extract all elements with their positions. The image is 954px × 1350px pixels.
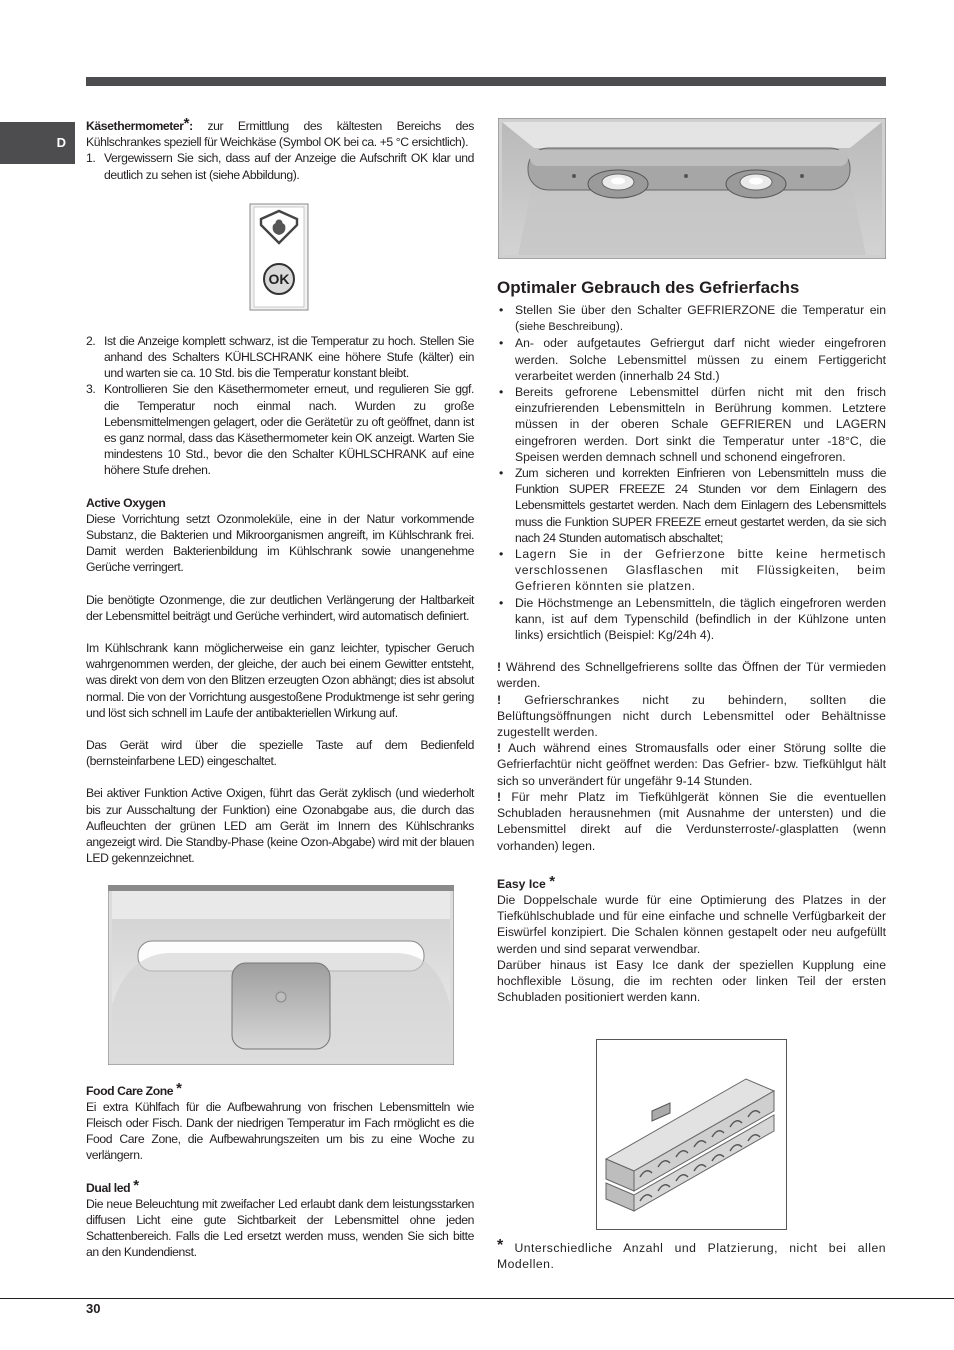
step-text: Kontrollieren Sie den Käsethermometer erneut, und regulieren Sie ggf. die Temperatur noch einmal nach. Wurden zu große Lebensmittelmengen gelagert, oder die Gerätetür zu oft geöffnet, dann ist es ganz normal, dass das Käsethermometer kein OK anzeigt. Warten Sie mindestens 10 Std., bevor die den Schalter KÜHLSCHRANK auf eine höhere Stufe drehen. [104,382,474,478]
list-item [86,150,474,182]
easy-ice-title [497,872,886,892]
food-care-zone-title [86,1079,474,1099]
warning-mark: ! [497,741,502,756]
bullet-end-text: ). [615,319,624,334]
food-care-zone-title-text: Food Care Zone [86,1083,174,1098]
freezer-bullets [497,302,886,643]
warning-text: Gefrierschrankes nicht zu behindern, sollten die Belüftungsöffnungen nicht durch Lebensmittel oder Behältnisse zugestellt werden. [497,692,886,740]
dual-led-text: Die neue Beleuchtung mit zweifacher Led erlaubt dank dem leistungsstarken diffusen Licht eine gute Sichtbarkeit der Lebensmittel ohne jeden Schattenbereich. Falls die Led ersetzt werden muss, wenden Sie sich bitte an den Kundendienst. [86,1196,474,1260]
dual-led-title [86,1176,474,1196]
list-item [497,595,886,644]
warning-mark: ! [497,692,502,707]
warning-text: Für mehr Platz im Tiefkühlgerät können Sie die eventuellen Schubladen herausnehmen (mit Ausnahme der untersten) und die Lebensmittel direkt auf die Verdunsterroste/-glasplatten (wenn vorhanden) legen. [497,789,886,853]
kase-steps-a [86,150,474,182]
bullet-text: Stellen Sie über den Schalter GEFRIERZONE die Temperatur ein ( [515,303,886,334]
page-number: 30 [86,1301,101,1316]
bullet-text: Lagern Sie in der Gefrierzone bitte keine hermetisch verschlossenen Glasflaschen mit Flüssigkeiten, beim Gefrieren könnten sie platzen. [515,547,886,594]
active-oxygen-p2: Die benötigte Ozonmenge, die zur deutlichen Verlängerung der Haltbarkeit der Lebensmittel beiträgt und Gerüche verhindert, wird automatisch definiert. [86,592,474,623]
warning-text: Während des Schnellgefrierens sollte das Öffnen der Tür vermieden werden. [497,660,886,691]
footer-rule [0,1298,954,1299]
food-care-zone-text: Ei extra Kühlfach für die Aufbewahrung von frischen Lebensmitteln wie Fleisch oder Fisch. Dank der niedrigen Temperatur im Fach rmöglicht es die Food Care Zone, die Aufbewahrungszeiten um bis zu eine Woche zu verlängern. [86,1099,474,1163]
kase-steps-b [86,333,474,479]
list-item [497,302,886,335]
step-text: Ist die Anzeige komplett schwarz, ist die Temperatur zu hoch. Stellen Sie anhand des Schalters KÜHLSCHRANK eine höhere Stufe (kälter) ein und warten sie ca. 10 Std. bis die Temperatur konstant bleibt. [104,333,474,381]
list-item [497,384,886,465]
warning-note [497,659,886,691]
kase-colon: : [189,119,193,133]
easy-ice-title-text: Easy Ice [497,876,546,891]
ok-label: OK [268,270,290,287]
bullet-text: Bereits gefrorene Lebensmittel dürfen nicht mit den frisch einzufrierenden Lebensmitteln in Berührung kommen. Letztere müssen in der oberen Schale GEFRIEREN und LAGERN eingefroren werden. Dort sinkt die Temperatur unter -18°C, die Speisen werden demnach schnell und schonend eingefroren. [515,385,886,464]
dual-led-figure [498,118,886,259]
warning-mark: ! [497,660,502,675]
footnote-star: * [549,872,556,890]
warning-note [497,740,886,789]
kase-title: Käsethermometer [86,119,184,133]
footnote-star: * [133,1176,139,1194]
active-oxygen-p1: Diese Vorrichtung setzt Ozonmoleküle, eine in der Natur vorkommende Substanz, die Bakterien und Mikroorganismen angreift, im Kühlschrank frei. Damit werden Bakterienbildung im Kühlschrank sowie unangenehme Gerüche verringert. [86,511,474,575]
kase-intro [86,115,474,150]
footnote-text: Unterschiedliche Anzahl und Platzierung, nicht bei allen Modellen. [497,1241,886,1272]
kase-intro-text: zur Ermittlung des kältesten Bereichs des Kühlschrankes speziell für Weichkäse (Symbol OK bei ca. +5 °C ersichtlich). [86,119,474,150]
bullet-text: An- oder aufgetautes Gefriergut darf nicht wieder eingefroren werden. Solche Lebensmittel müssen zu einem Fertiggericht verarbeitet werden (innerhalb 24 Std.) [515,336,886,383]
header-bar [86,77,886,86]
step-number: 1. [86,151,96,166]
footnote [497,1237,886,1272]
cheese-thermometer-figure [249,203,309,311]
footnote-star: * [183,115,190,132]
list-item [497,335,886,384]
footnote-star: * [497,1237,504,1254]
footnote-star: * [176,1079,182,1097]
warning-note [497,692,886,741]
freezer-heading: Optimaler Gebrauch des Gefrierfachs [497,278,800,297]
list-item [86,381,474,478]
warning-text: Auch während eines Stromausfalls oder einer Störung sollte die Gefrierfachtür nicht geöffnet werden: Das Gefrier- bzw. Tiefkühlgut hält sich so unverändert für ungefähr 9-14 Stunden. [497,741,886,788]
easy-ice-figure [596,1039,787,1230]
easy-ice-p1: Die Doppelschale wurde für eine Optimierung des Platzes in der Tiefkühlschublade und für eine einfache und schnelle Verfügbarkeit der Eiswürfel konzipiert. Die Schalen können gestapelt oder neu aufgefüllt werden und sind separat verwendbar. [497,892,886,956]
step-number: 3. [86,382,96,397]
bullet-text: Zum sicheren und korrekten Einfrieren von Lebensmitteln muss die Funktion SUPER FREEZE 24 Stunden vor dem Einlagern des Lebensmittels gestartet werden. Nach dem Einlagern des Lebensmittels muss die Funktion SUPER FREEZE erneut gestartet werden, da sie sich nach 24 Stunden automatisch abschaltet; [515,466,886,545]
active-oxygen-figure [108,885,454,1065]
dual-led-title-text: Dual led [86,1180,131,1195]
bullet-small-text: siehe Beschreibung [519,321,616,334]
active-oxygen-p3: Im Kühlschrank kann möglicherweise ein ganz leichter, typischer Geruch wahrgenommen werden, der gleiche, der auch bei einem Gewitter entsteht, was direkt von dem von den Blitzen erzeugten Ozon abhängt; dies ist absolut normal. Die von der Vorrichtung ausgestoßene Produktmenge ist sehr gering und löst sich schnell im Laufe der antibakteriellen Wirkung auf. [86,641,474,720]
bullet-text: Die Höchstmenge an Lebensmitteln, die täglich eingefroren werden kann, ist auf dem Typenschild (befindlich in der Kühlzone unten links) ersichtlich (Beispiel: Kg/24h 4). [515,595,886,643]
language-tab: D [0,122,75,164]
step-number: 2. [86,333,96,348]
warning-note [497,789,886,854]
active-oxygen-title: Active Oxygen [86,495,166,510]
right-column [497,278,886,1005]
step-text: Vergewissern Sie sich, dass auf der Anzeige die Aufschrift OK klar und deutlich zu sehen ist (siehe Abbildung). [104,151,474,182]
warning-mark: ! [497,789,502,804]
list-item [497,465,886,546]
list-item [497,546,886,595]
left-column [86,115,474,1261]
active-oxygen-p5: Bei aktiver Funktion Active Oxigen, führt das Gerät zyklisch (und wiederholt bis zur Ausschaltung der Funktion) eine Ozonabgabe aus, die durch das Aufleuchten der grünen LED am Gerät im Innern des Kühlschranks angezeigt wird. Die Standby-Phase (keine Ozon-Abgabe) wird mit der blauen LED gekennzeichnet. [86,786,474,866]
easy-ice-p2: Darüber hinaus ist Easy Ice dank der speziellen Kupplung eine hochflexible Lösung, die im rechten oder linken Teil der ersten Schubladen positioniert werden kann. [497,957,886,1005]
list-item [86,333,474,382]
warning-notes [497,659,886,853]
active-oxygen-p4: Das Gerät wird über die spezielle Taste auf dem Bedienfeld (bernsteinfarbene LED) eingeschaltet. [86,738,474,769]
